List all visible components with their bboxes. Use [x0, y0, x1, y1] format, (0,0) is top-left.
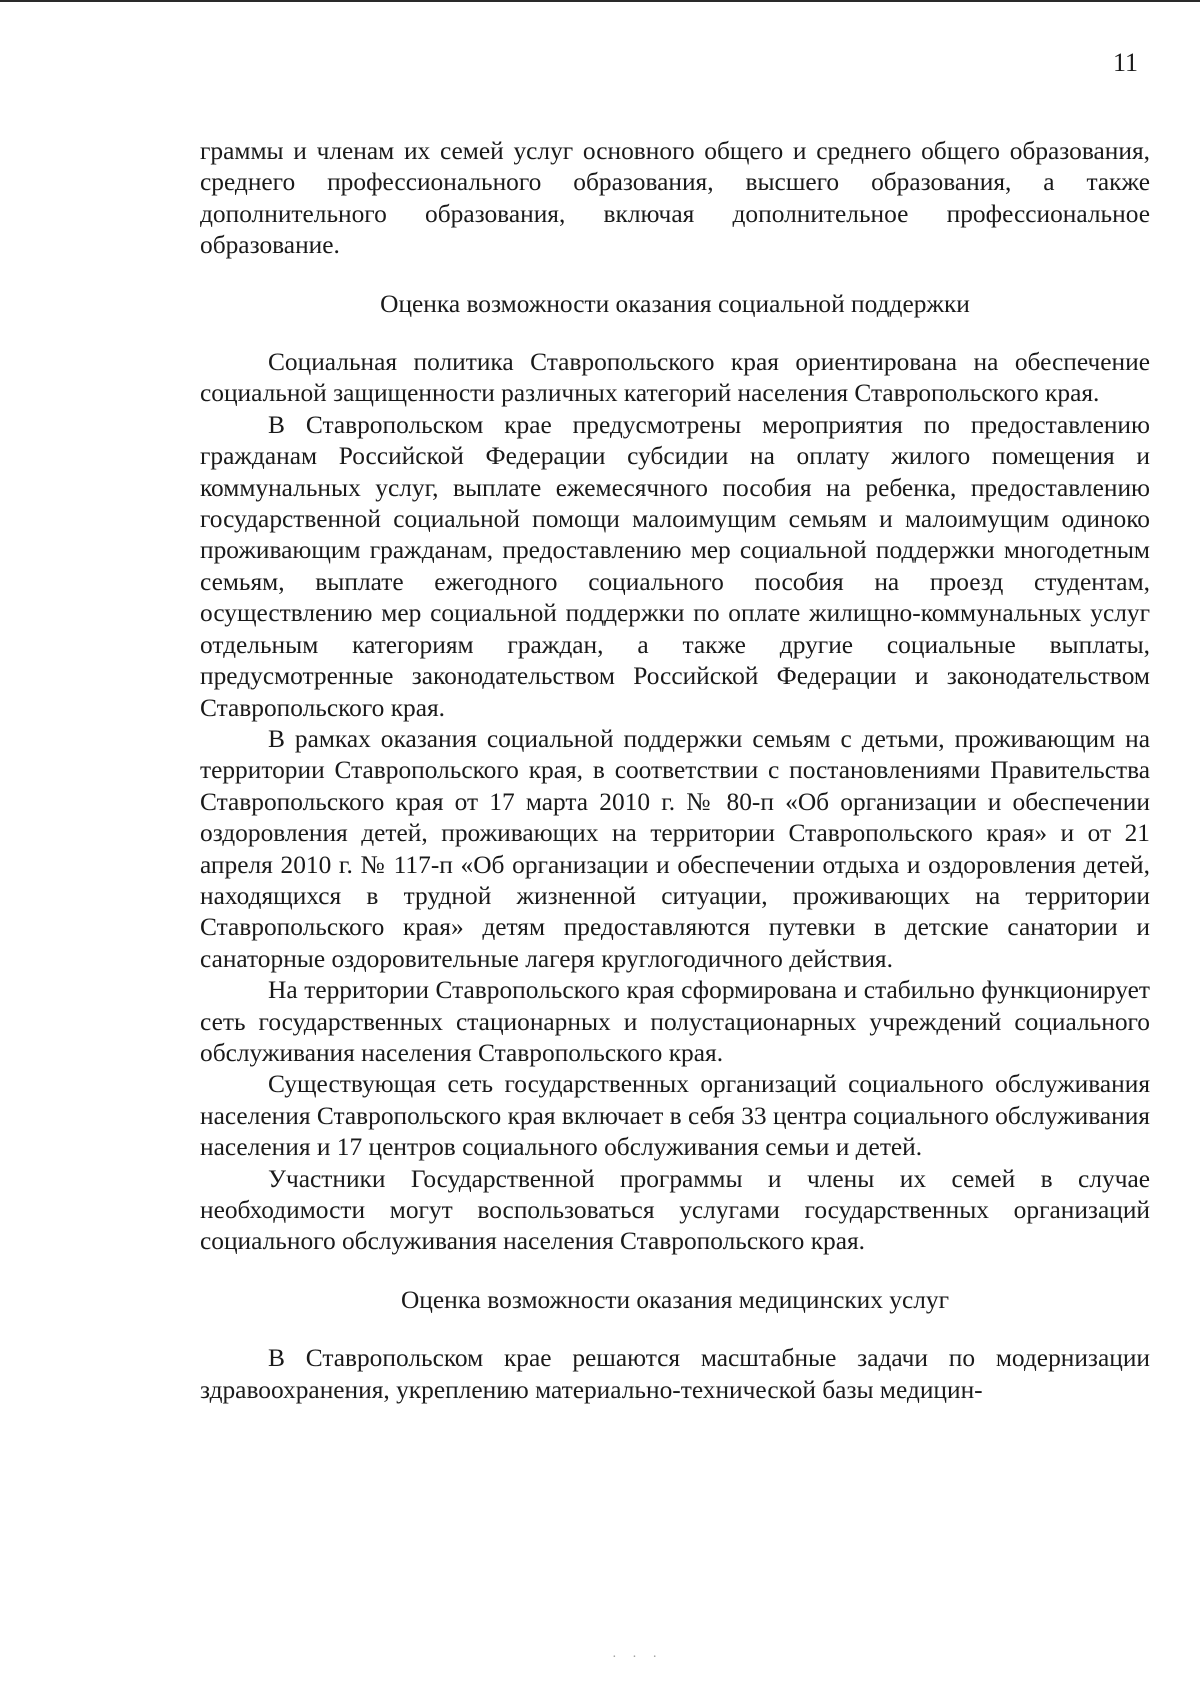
continued-paragraph: граммы и членам их семей услуг основного общего и среднего общего образования, среднего профессионального образования, высшего образования, а также дополнительного образования, включая дополнительное профессиональное образование. [200, 137, 1150, 260]
page-number: 11 [1112, 48, 1138, 77]
paragraph-service-centers: Существующая сеть государственных организаций социального обслуживания населения Ставропольского края включает в себя 33 центра социального обслуживания населения и 17 центров социального обслуживания семьи и детей. [200, 1070, 1150, 1162]
paragraph-families-with-children: В рамках оказания социальной поддержки семьям с детьми, проживающим на территории Ставропольского края, в соответствии с постановлениями Правительства Ставропольского края от 17 марта 2010 г. № 80-п «Об организации и обеспечении оздоровления детей, проживающих на территории Ставропольского края» и от 21 апреля 2010 г. № 117-п «Об организации и обеспечении отдыха и оздоровления детей, находящихся в трудной жизненной ситуации, проживающих на территории Ставропольского края» детям предоставляются путевки в детские санатории и санаторные оздоровительные лагеря круглогодичного действия. [200, 724, 1150, 973]
section-heading-medical-services: Оценка возможности оказания медицинских услуг [400, 1285, 950, 1314]
section-heading-social-support: Оценка возможности оказания социальной поддержки [380, 289, 970, 318]
scan-artifact: · · · [612, 1650, 663, 1665]
paragraph-institution-network: На территории Ставропольского края сформирована и стабильно функционирует сеть государственных стационарных и полустационарных учреждений социального обслуживания населения Ставропольского края. [200, 976, 1150, 1067]
paragraph-program-participants: Участники Государственной программы и члены их семей в случае необходимости могут воспользоваться услугами государственных организаций социального обслуживания населения Ставропольского края. [200, 1164, 1150, 1256]
document-body [200, 136, 1150, 1406]
paragraph-social-policy: Социальная политика Ставропольского края ориентирована на обеспечение социальной защищенности различных категорий населения Ставропольского края. [200, 348, 1150, 408]
paragraph-healthcare-modernization: В Ставропольском крае решаются масштабные задачи по модернизации здравоохранения, укреплению материально-технической базы медицин- [200, 1344, 1150, 1404]
page-top-edge-line [0, 0, 1200, 2]
paragraph-support-measures: В Ставропольском крае предусмотрены мероприятия по предоставлению гражданам Российской Федерации субсидии на оплату жилого помещения и коммунальных услуг, выплате ежемесячного пособия на ребенка, предоставлению государственной социальной помощи малоимущим семьям и малоимущим одиноко проживающим гражданам, предоставлению мер социальной поддержки многодетным семьям, выплате ежегодного социального пособия на проезд студентам, осуществлению мер социальной поддержки по оплате жилищно-коммунальных услуг отдельным категориям граждан, а также другие социальные выплаты, предусмотренные законодательством Российской Федерации и законодательством Ставропольского края. [200, 410, 1150, 722]
